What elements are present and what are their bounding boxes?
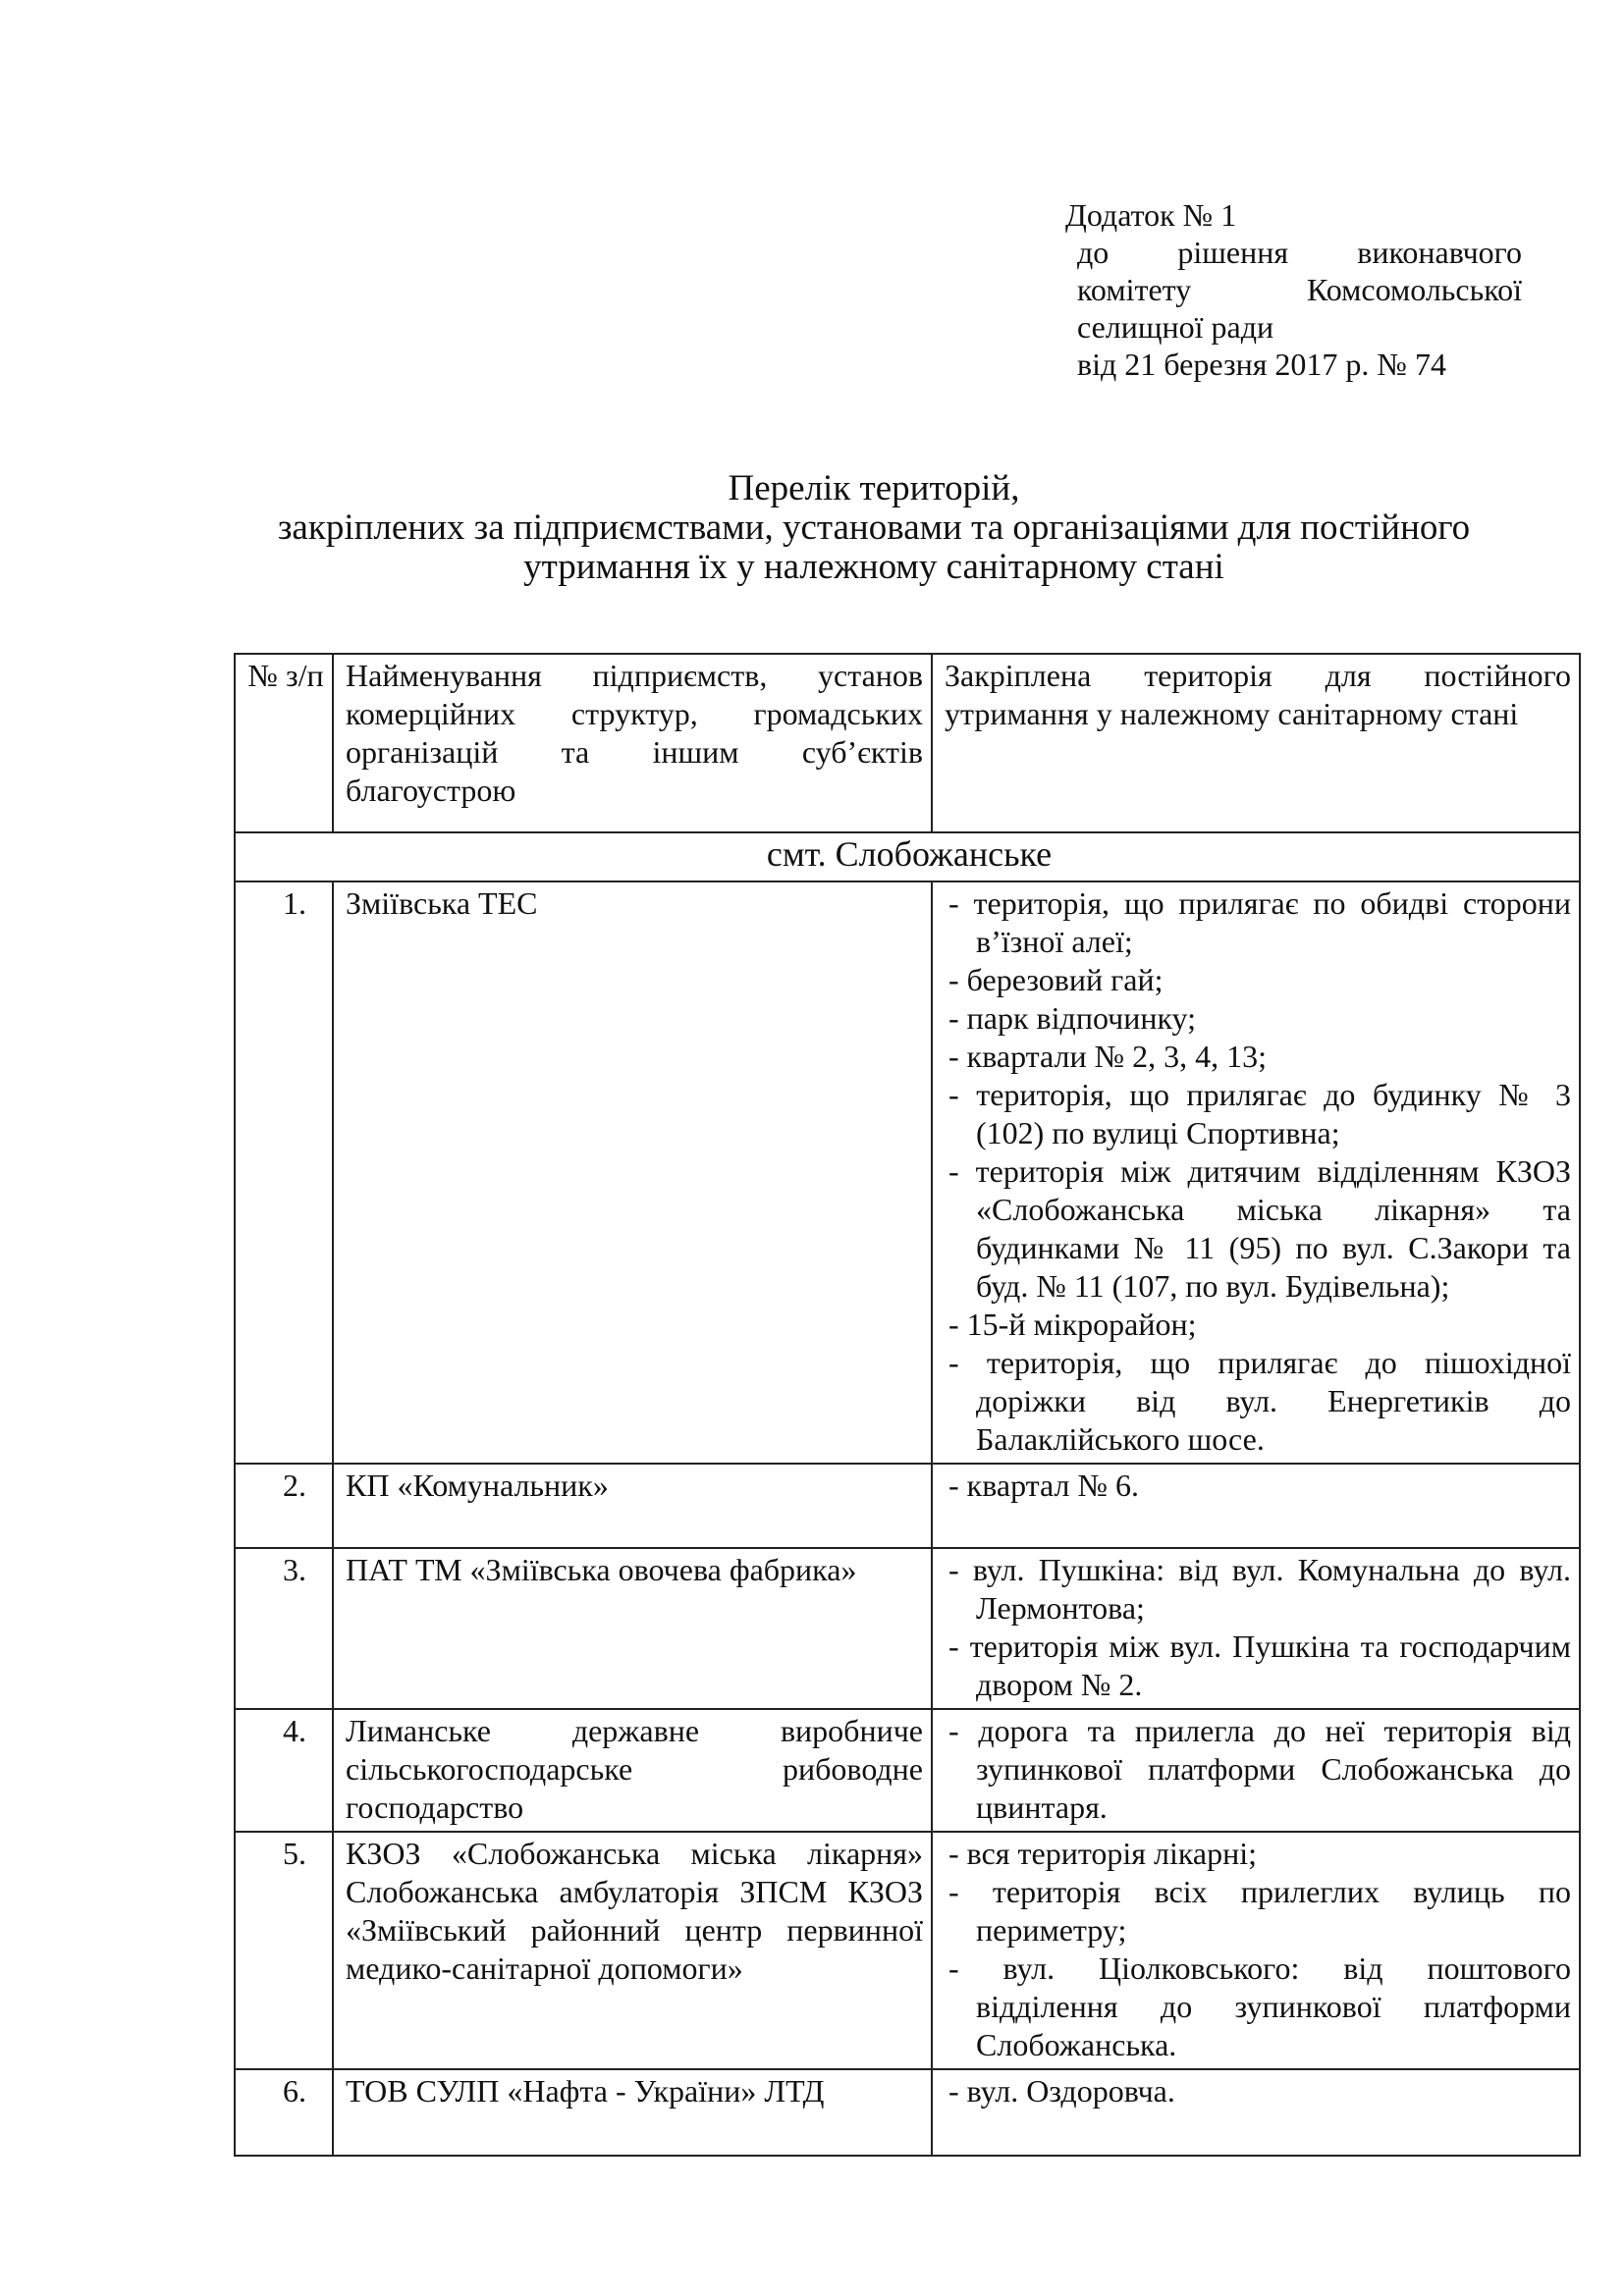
row-territory (932, 1548, 1580, 1709)
annex-date: від 21 березня 2017 р. № 74 (1077, 347, 1446, 382)
table-row (235, 881, 1580, 1464)
section-title: смт. Слобожанське (235, 832, 1580, 881)
territory-item: - територія між вул. Пушкіна та господарчим двором № 2. (948, 1629, 1571, 1702)
title-line: Перелік територій, (728, 468, 1020, 508)
territory-item: - територія, що прилягає до пішохідної доріжки від вул. Енергетиків до Балаклійського шосе. (948, 1345, 1571, 1457)
table-row (235, 1709, 1580, 1832)
row-name: КП «Комунальник» (333, 1464, 932, 1548)
header-territory: Закріплена територія для постійного утримання у належному санітарному стані (932, 654, 1580, 832)
row-name: ПАТ ТМ «Зміївська овочева фабрика» (333, 1548, 932, 1709)
annex-block (1065, 196, 1522, 383)
row-name: Зміївська ТЕС (333, 881, 932, 1464)
table-header-row (235, 654, 1580, 832)
table-row (235, 1832, 1580, 2069)
territory-item: - парк відпочинку; (948, 1000, 1197, 1036)
title-line: закріплених за підприємствами, установами та організаціями для постійного (277, 507, 1471, 548)
row-number: 3. (235, 1548, 333, 1709)
row-number: 2. (235, 1464, 333, 1548)
territory-item: - квартал № 6. (948, 1468, 1140, 1503)
territory-item: - вул. Пушкіна: від вул. Комунальна до вул. Лермонтова; (948, 1552, 1571, 1626)
row-territory (932, 1832, 1580, 2069)
territory-item: - дорога та прилегла до неї територія від зупинкової платформи Слобожанська до цвинтаря. (948, 1713, 1571, 1825)
row-territory (932, 881, 1580, 1464)
table-row (235, 1464, 1580, 1548)
header-name: Найменування підприємств, установ комерційних структур, громадських організацій та іншим суб’єктів благоустрою (333, 654, 932, 832)
annex-line: до рішення виконавчого (1077, 235, 1522, 270)
row-name: ТОВ СУЛП «Нафта - України» ЛТД (333, 2069, 932, 2156)
row-number: 5. (235, 1832, 333, 2069)
title-line: утримання їх у належному санітарному стані (523, 547, 1224, 587)
territory-item: - вул. Ціолковського: від поштового відділення до зупинкової платформи Слобожанська. (948, 1950, 1571, 2062)
row-name: Лиманське державне виробниче сільськогосподарське рибоводне господарство (333, 1709, 932, 1832)
territory-item: - вул. Оздоровча. (948, 2073, 1175, 2109)
territories-table (234, 653, 1581, 2157)
row-number: 6. (235, 2069, 333, 2156)
annex-line: селищної ради (1077, 309, 1274, 345)
header-number: № з/п (235, 654, 333, 832)
annex-title: Додаток № 1 (1065, 197, 1237, 233)
table-row (235, 1548, 1580, 1709)
territory-item: - територія, що прилягає по обидві сторони в’їзної алеї; (948, 885, 1571, 959)
section-row (235, 832, 1580, 881)
row-territory (932, 2069, 1580, 2156)
row-territory (932, 1709, 1580, 1832)
territory-item: - 15-й мікрорайон; (948, 1307, 1197, 1342)
document-title (157, 469, 1591, 587)
row-territory (932, 1464, 1580, 1548)
row-number: 4. (235, 1709, 333, 1832)
territory-item: - територія між дитячим відділенням КЗОЗ «Слобожанська міська лікарня» та будинками № 11 (95) по вул. С.Закори та буд. № 11 (107, по вул. Будівельна); (948, 1153, 1571, 1304)
territory-item: - вся територія лікарні; (948, 1836, 1258, 1871)
row-name: КЗОЗ «Слобожанська міська лікарня» Слобожанська амбулаторія ЗПСМ КЗОЗ «Зміївський районний центр первинної медико-санітарної допомоги» (333, 1832, 932, 2069)
table-row (235, 2069, 1580, 2156)
territory-item: - квартали № 2, 3, 4, 13; (948, 1039, 1268, 1074)
territory-item: - березовий гай; (948, 962, 1164, 997)
territory-item: - територія всіх прилеглих вулиць по периметру; (948, 1874, 1571, 1948)
annex-line: комітету Комсомольської (1077, 272, 1522, 307)
row-number: 1. (235, 881, 333, 1464)
territory-item: - територія, що прилягає до будинку № 3 (102) по вулиці Спортивна; (948, 1077, 1571, 1150)
